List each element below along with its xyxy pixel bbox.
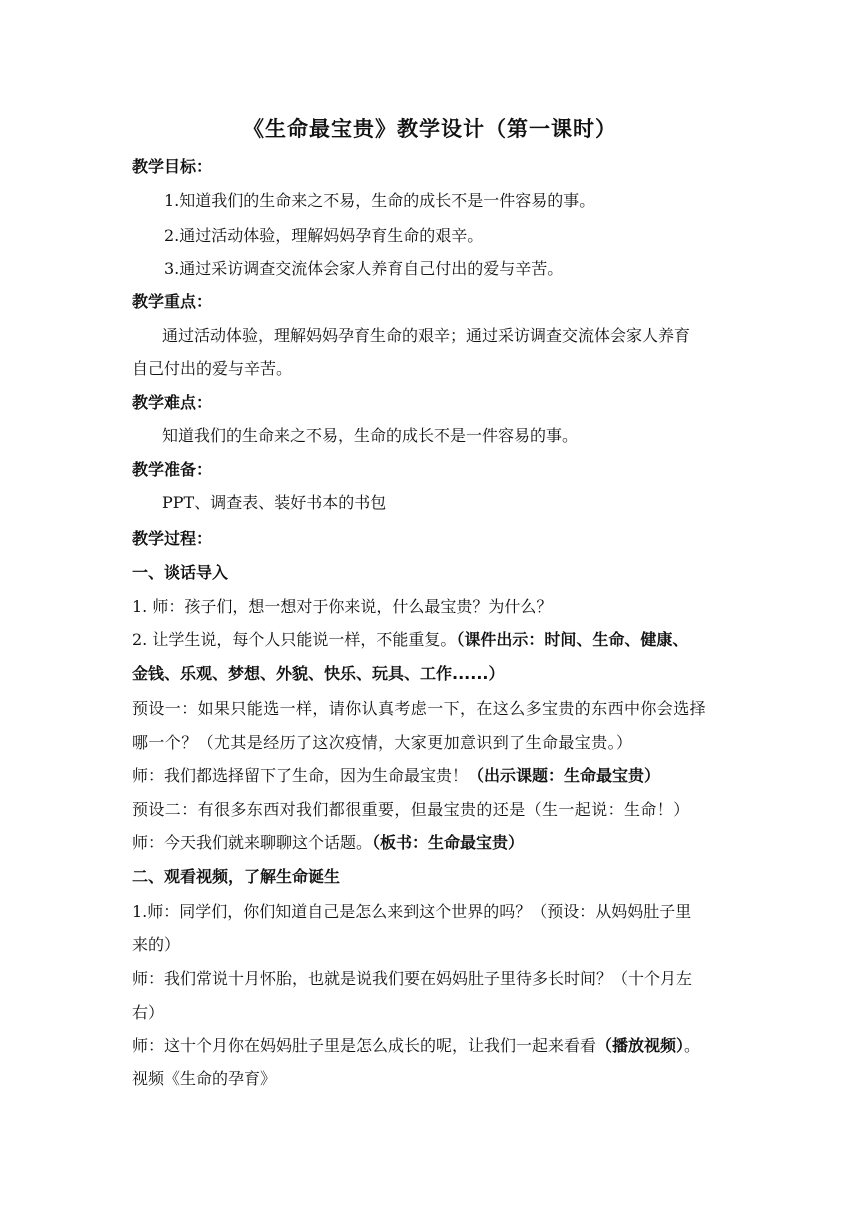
preset-1-line-2: 哪一个？（尤其是经历了这次疫情，大家更加意识到了生命最宝贵。） <box>132 733 633 752</box>
key-points-line-1: 通过活动体验，理解妈妈孕育生命的艰辛；通过采访调查交流体会家人养育 <box>162 326 691 345</box>
section-2-line-3: 师：我们常说十月怀胎，也就是说我们要在妈妈肚子里待多长时间？（十个月左 <box>132 969 693 988</box>
section-2-line-5-end: 。 <box>684 1036 701 1055</box>
preset-1-line-1: 预设一：如果只能选一样，请你认真考虑一下，在这么多宝贵的东西中你会选择 <box>132 699 707 718</box>
process-heading: 教学过程： <box>132 529 213 548</box>
board-writing: （板书：生命最宝贵） <box>372 833 525 852</box>
difficulty-heading: 教学难点： <box>132 393 213 412</box>
play-video: （播放视频） <box>596 1036 685 1055</box>
section-2-heading: 二、观看视频，了解生命诞生 <box>132 867 341 886</box>
courseware-display-cont: 金钱、乐观、梦想、外貌、快乐、玩具、工作......） <box>132 664 505 683</box>
video-title: 视频《生命的孕育》 <box>132 1069 277 1088</box>
section-2-line-4: 右） <box>132 1003 165 1022</box>
preset-2: 预设二：有很多东西对我们都很重要，但最宝贵的还是（生一起说：生命！） <box>132 800 690 819</box>
teacher-line-1-text: 师：我们都选择留下了生命，因为生命最宝贵！ <box>132 766 469 785</box>
page-title: 《生命最宝贵》教学设计（第一课时） <box>243 117 617 141</box>
goals-heading: 教学目标： <box>132 157 213 176</box>
key-points-line-2: 自己付出的爱与辛苦。 <box>132 359 293 378</box>
section-2-line-2: 来的） <box>132 935 181 954</box>
section-1-line-2-text: 2. 让学生说，每个人只能说一样，不能重复。 <box>132 630 457 649</box>
courseware-display: （课件出示：时间、生命、健康、 <box>456 630 689 649</box>
show-topic: （出示课题：生命最宝贵） <box>468 766 661 785</box>
section-2-line-5-text: 师：这十个月你在妈妈肚子里是怎么成长的呢，让我们一起来看看 <box>132 1036 597 1055</box>
preparation-text: PPT、调查表、装好书本的书包 <box>162 493 387 512</box>
section-2-line-5 <box>132 1034 700 1058</box>
teacher-line-1 <box>132 764 660 788</box>
difficulty-text: 知道我们的生命来之不易，生命的成长不是一件容易的事。 <box>162 426 579 445</box>
section-1-line-2 <box>132 628 688 652</box>
section-1-line-1: 1. 师：孩子们，想一想对于你来说，什么最宝贵？为什么？ <box>132 597 553 616</box>
teacher-line-2-text: 师：今天我们就来聊聊这个话题。 <box>132 833 373 852</box>
teacher-line-2 <box>132 831 524 855</box>
goal-item-3: 3.通过采访调查交流体会家人养育自己付出的爱与辛苦。 <box>164 259 564 278</box>
preparation-heading: 教学准备： <box>132 460 213 479</box>
section-2-line-1: 1.师：同学们，你们知道自己是怎么来到这个世界的吗？（预设：从妈妈肚子里 <box>132 902 692 921</box>
key-points-heading: 教学重点： <box>132 292 213 311</box>
section-1-heading: 一、谈话导入 <box>132 563 229 582</box>
goal-item-2: 2.通过活动体验，理解妈妈孕育生命的艰辛。 <box>164 226 484 245</box>
goal-item-1: 1.知道我们的生命来之不易，生命的成长不是一件容易的事。 <box>164 191 596 210</box>
